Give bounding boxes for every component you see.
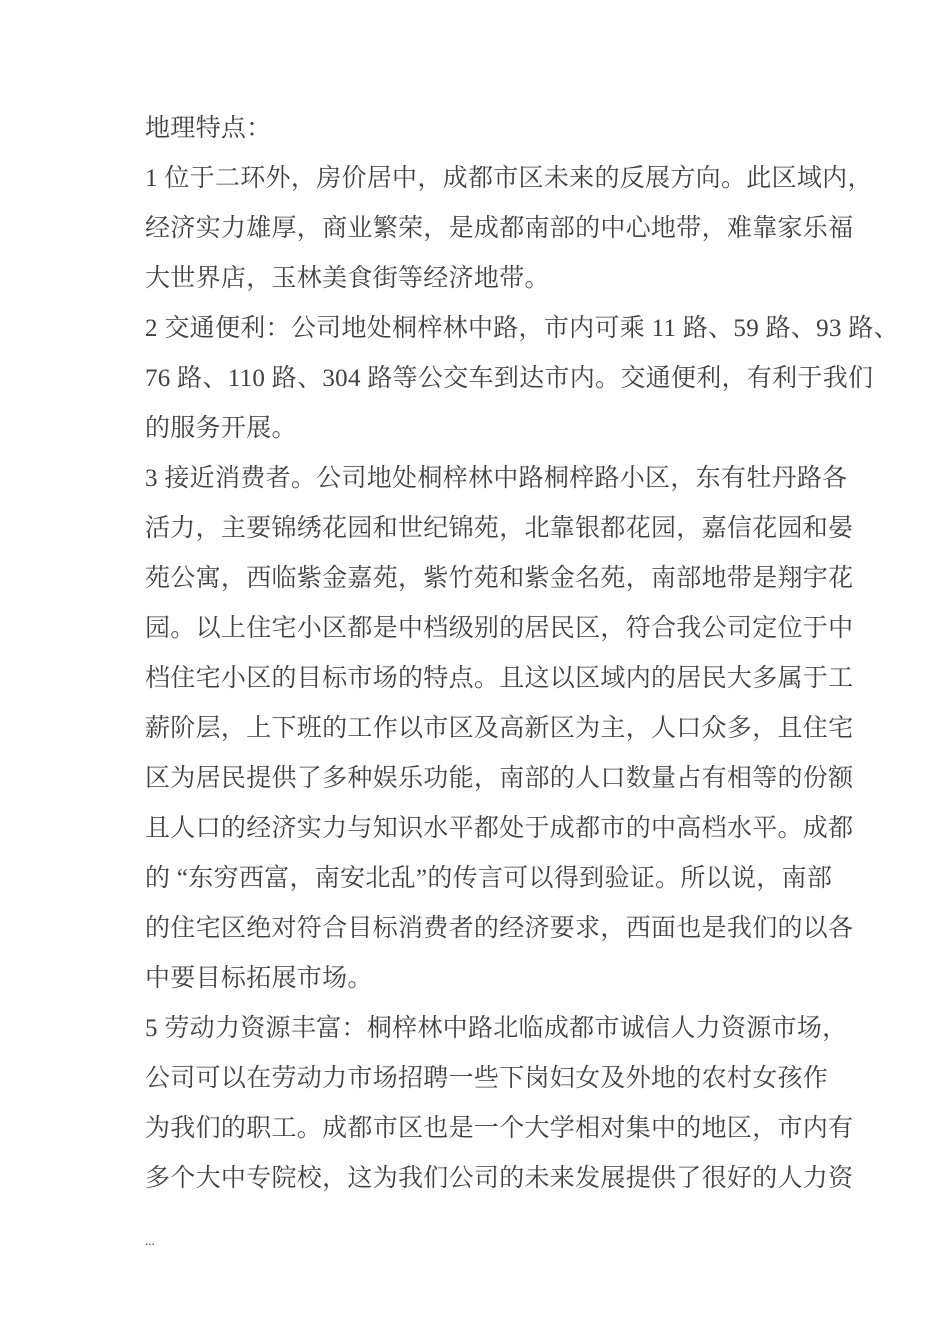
text-line: 1 位于二环外，房价居中，成都市区未来的反展方向。此区域内， xyxy=(145,165,873,192)
text-line: 3 接近消费者。公司地处桐梓林中路桐梓路小区，东有牡丹路各 xyxy=(145,465,848,492)
text-line: 中要目标拓展市场。 xyxy=(145,965,373,992)
text-line: 经济实力雄厚，商业繁荣，是成都南部的中心地带，难靠家乐福 xyxy=(145,215,854,242)
text-line: 活力，主要锦绣花园和世纪锦苑，北靠银都花园，嘉信花园和晏 xyxy=(145,515,854,542)
text-line: 的 “东穷西富，南安北乱”的传言可以得到验证。所以说，南部 xyxy=(145,865,833,892)
text-line: 的住宅区绝对符合目标消费者的经济要求，西面也是我们的以各 xyxy=(145,915,854,942)
text-line: 区为居民提供了多种娱乐功能，南部的人口数量占有相等的份额 xyxy=(145,765,854,792)
text-line: 公司可以在劳动力市场招聘一些下岗妇女及外地的农村女孩作 xyxy=(145,1065,829,1092)
text-line: 且人口的经济实力与知识水平都处于成都市的中高档水平。成都 xyxy=(145,815,854,842)
text-line: 为我们的职工。成都市区也是一个大学相对集中的地区，市内有 xyxy=(145,1115,854,1142)
text-line: 档住宅小区的目标市场的特点。且这以区域内的居民大多属于工 xyxy=(145,665,854,692)
text-line: 2 交通便利：公司地处桐梓林中路，市内可乘 11 路、59 路、93 路、 xyxy=(145,315,899,342)
text-line: 的服务开展。 xyxy=(145,415,297,442)
truncation-ellipsis: ... xyxy=(145,1233,155,1248)
text-line: 多个大中专院校，这为我们公司的未来发展提供了很好的人力资 xyxy=(145,1165,854,1192)
text-line: 76 路、110 路、304 路等公交车到达市内。交通便利，有利于我们 xyxy=(145,365,874,392)
text-line: 薪阶层，上下班的工作以市区及高新区为主，人口众多，且住宅 xyxy=(145,715,854,742)
text-line: 大世界店，玉林美食街等经济地带。 xyxy=(145,265,550,292)
section-heading: 地理特点： xyxy=(145,115,272,142)
document-body xyxy=(145,104,899,1248)
text-line: 园。以上住宅小区都是中档级别的居民区，符合我公司定位于中 xyxy=(145,615,854,642)
text-line: 5 劳动力资源丰富：桐梓林中路北临成都市诚信人力资源市场， xyxy=(145,1015,848,1042)
text-line: 苑公寓，西临紫金嘉苑，紫竹苑和紫金名苑，南部地带是翔宇花 xyxy=(145,565,854,592)
